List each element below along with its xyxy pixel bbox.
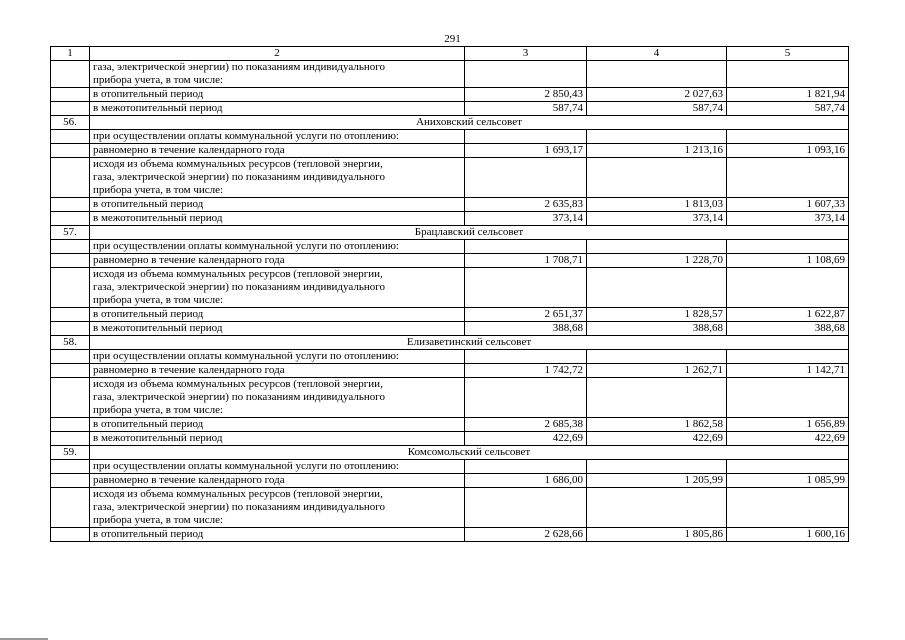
row-number bbox=[51, 144, 90, 158]
description-line: исходя из объема коммунальных ресурсов (тепловой энергии, bbox=[93, 488, 383, 500]
description-line: исходя из объема коммунальных ресурсов (тепловой энергии, bbox=[93, 378, 383, 390]
header-cell-3: 3 bbox=[465, 47, 587, 61]
value-col-4 bbox=[587, 378, 727, 418]
row-description bbox=[90, 268, 465, 308]
header-row bbox=[51, 47, 849, 61]
value-col-3 bbox=[465, 350, 587, 364]
value-col-5 bbox=[727, 460, 849, 474]
row-number bbox=[51, 198, 90, 212]
value-row bbox=[51, 364, 849, 378]
description-line: равномерно в течение календарного года bbox=[93, 474, 285, 486]
value-col-5 bbox=[727, 268, 849, 308]
value-col-3: 2 651,37 bbox=[465, 308, 587, 322]
text-row bbox=[51, 460, 849, 474]
value-col-5: 1 600,16 bbox=[727, 528, 849, 542]
value-col-3: 422,69 bbox=[465, 432, 587, 446]
value-col-4: 1 828,57 bbox=[587, 308, 727, 322]
row-description bbox=[90, 198, 465, 212]
tariff-table bbox=[50, 46, 849, 542]
description-line: в межотопительный период bbox=[93, 102, 223, 114]
value-col-5: 1 142,71 bbox=[727, 364, 849, 378]
section-title: Комсомольский сельсовет bbox=[90, 446, 849, 460]
value-col-4: 587,74 bbox=[587, 102, 727, 116]
value-col-4: 1 862,58 bbox=[587, 418, 727, 432]
value-col-5 bbox=[727, 61, 849, 88]
description-line: прибора учета, в том числе: bbox=[93, 294, 224, 306]
value-col-3: 2 635,83 bbox=[465, 198, 587, 212]
description-line: в межотопительный период bbox=[93, 212, 223, 224]
value-col-4 bbox=[587, 350, 727, 364]
value-col-3 bbox=[465, 488, 587, 528]
value-col-5 bbox=[727, 350, 849, 364]
row-number: 57. bbox=[51, 226, 90, 240]
value-col-3: 2 685,38 bbox=[465, 418, 587, 432]
value-row bbox=[51, 432, 849, 446]
text-row bbox=[51, 61, 849, 88]
row-description bbox=[90, 61, 465, 88]
description-line: при осуществлении оплаты коммунальной услуги по отоплению: bbox=[93, 240, 399, 252]
value-col-5: 1 622,87 bbox=[727, 308, 849, 322]
row-number bbox=[51, 88, 90, 102]
description-line: газа, электрической энергии) по показаниям индивидуального bbox=[93, 391, 385, 403]
description-line: равномерно в течение календарного года bbox=[93, 364, 285, 376]
description-line: прибора учета, в том числе: bbox=[93, 184, 224, 196]
row-description bbox=[90, 240, 465, 254]
row-description bbox=[90, 460, 465, 474]
description-line: в отопительный период bbox=[93, 88, 204, 100]
row-number bbox=[51, 432, 90, 446]
section-title: Елизаветинский сельсовет bbox=[90, 336, 849, 350]
value-col-4: 1 262,71 bbox=[587, 364, 727, 378]
value-col-4: 388,68 bbox=[587, 322, 727, 336]
row-number bbox=[51, 308, 90, 322]
value-col-5: 1 093,16 bbox=[727, 144, 849, 158]
text-row bbox=[51, 158, 849, 198]
row-description bbox=[90, 364, 465, 378]
row-number: 56. bbox=[51, 116, 90, 130]
row-description bbox=[90, 378, 465, 418]
row-number bbox=[51, 350, 90, 364]
row-description bbox=[90, 212, 465, 226]
value-col-3 bbox=[465, 158, 587, 198]
row-number bbox=[51, 378, 90, 418]
value-col-3: 373,14 bbox=[465, 212, 587, 226]
description-line: газа, электрической энергии) по показаниям индивидуального bbox=[93, 61, 385, 73]
row-description bbox=[90, 432, 465, 446]
text-row bbox=[51, 378, 849, 418]
header-cell-5: 5 bbox=[727, 47, 849, 61]
row-number bbox=[51, 254, 90, 268]
description-line: в отопительный период bbox=[93, 418, 204, 430]
section-row bbox=[51, 116, 849, 130]
description-line: равномерно в течение календарного года bbox=[93, 144, 285, 156]
description-line: исходя из объема коммунальных ресурсов (тепловой энергии, bbox=[93, 158, 383, 170]
row-number bbox=[51, 130, 90, 144]
description-line: прибора учета, в том числе: bbox=[93, 74, 224, 86]
value-col-3 bbox=[465, 378, 587, 418]
row-description bbox=[90, 488, 465, 528]
value-col-4 bbox=[587, 61, 727, 88]
value-row bbox=[51, 474, 849, 488]
value-row bbox=[51, 198, 849, 212]
value-col-5: 1 607,33 bbox=[727, 198, 849, 212]
description-line: в отопительный период bbox=[93, 198, 204, 210]
text-row bbox=[51, 488, 849, 528]
row-number bbox=[51, 212, 90, 226]
value-col-4: 373,14 bbox=[587, 212, 727, 226]
value-col-5 bbox=[727, 158, 849, 198]
value-col-3: 1 686,00 bbox=[465, 474, 587, 488]
value-col-3: 2 850,43 bbox=[465, 88, 587, 102]
value-col-4: 1 813,03 bbox=[587, 198, 727, 212]
row-description bbox=[90, 88, 465, 102]
value-col-4 bbox=[587, 130, 727, 144]
description-line: газа, электрической энергии) по показаниям индивидуального bbox=[93, 171, 385, 183]
description-line: в отопительный период bbox=[93, 308, 204, 320]
value-col-5: 1 108,69 bbox=[727, 254, 849, 268]
value-col-3: 1 708,71 bbox=[465, 254, 587, 268]
row-number bbox=[51, 488, 90, 528]
value-col-4: 422,69 bbox=[587, 432, 727, 446]
description-line: равномерно в течение календарного года bbox=[93, 254, 285, 266]
value-col-4 bbox=[587, 240, 727, 254]
value-col-4: 1 213,16 bbox=[587, 144, 727, 158]
value-col-3: 388,68 bbox=[465, 322, 587, 336]
value-col-5 bbox=[727, 378, 849, 418]
value-col-4: 1 228,70 bbox=[587, 254, 727, 268]
value-col-3: 1 693,17 bbox=[465, 144, 587, 158]
description-line: прибора учета, в том числе: bbox=[93, 514, 224, 526]
row-description bbox=[90, 350, 465, 364]
row-description bbox=[90, 322, 465, 336]
description-line: газа, электрической энергии) по показаниям индивидуального bbox=[93, 281, 385, 293]
description-line: в отопительный период bbox=[93, 528, 204, 540]
section-row bbox=[51, 446, 849, 460]
text-row bbox=[51, 130, 849, 144]
row-number bbox=[51, 460, 90, 474]
row-description bbox=[90, 144, 465, 158]
value-row bbox=[51, 308, 849, 322]
row-number bbox=[51, 528, 90, 542]
description-line: при осуществлении оплаты коммунальной услуги по отоплению: bbox=[93, 130, 399, 142]
header-cell-1: 1 bbox=[51, 47, 90, 61]
value-row bbox=[51, 144, 849, 158]
value-row bbox=[51, 102, 849, 116]
row-number bbox=[51, 61, 90, 88]
value-col-3 bbox=[465, 130, 587, 144]
value-col-4: 2 027,63 bbox=[587, 88, 727, 102]
header-cell-2: 2 bbox=[90, 47, 465, 61]
value-col-5 bbox=[727, 130, 849, 144]
value-col-3: 587,74 bbox=[465, 102, 587, 116]
row-description bbox=[90, 418, 465, 432]
value-col-3: 1 742,72 bbox=[465, 364, 587, 378]
value-col-5 bbox=[727, 488, 849, 528]
description-line: в межотопительный период bbox=[93, 322, 223, 334]
value-col-5: 1 656,89 bbox=[727, 418, 849, 432]
text-row bbox=[51, 240, 849, 254]
text-row bbox=[51, 350, 849, 364]
row-description bbox=[90, 130, 465, 144]
value-col-5: 1 821,94 bbox=[727, 88, 849, 102]
section-title: Брацлавский сельсовет bbox=[90, 226, 849, 240]
value-row bbox=[51, 528, 849, 542]
text-row bbox=[51, 268, 849, 308]
value-col-3 bbox=[465, 240, 587, 254]
description-line: газа, электрической энергии) по показаниям индивидуального bbox=[93, 501, 385, 513]
value-col-4 bbox=[587, 268, 727, 308]
description-line: при осуществлении оплаты коммунальной услуги по отоплению: bbox=[93, 460, 399, 472]
value-col-4 bbox=[587, 488, 727, 528]
row-number bbox=[51, 322, 90, 336]
value-col-4 bbox=[587, 460, 727, 474]
row-description bbox=[90, 474, 465, 488]
value-col-3 bbox=[465, 460, 587, 474]
value-col-5: 373,14 bbox=[727, 212, 849, 226]
description-line: в межотопительный период bbox=[93, 432, 223, 444]
value-col-3 bbox=[465, 61, 587, 88]
value-row bbox=[51, 254, 849, 268]
row-description bbox=[90, 308, 465, 322]
value-row bbox=[51, 88, 849, 102]
description-line: прибора учета, в том числе: bbox=[93, 404, 224, 416]
row-number: 58. bbox=[51, 336, 90, 350]
row-number bbox=[51, 102, 90, 116]
row-number bbox=[51, 240, 90, 254]
value-row bbox=[51, 212, 849, 226]
row-description bbox=[90, 158, 465, 198]
section-title: Аниховский сельсовет bbox=[90, 116, 849, 130]
value-col-3: 2 628,66 bbox=[465, 528, 587, 542]
row-description bbox=[90, 102, 465, 116]
value-col-3 bbox=[465, 268, 587, 308]
value-col-4: 1 205,99 bbox=[587, 474, 727, 488]
description-line: при осуществлении оплаты коммунальной услуги по отоплению: bbox=[93, 350, 399, 362]
value-col-5: 1 085,99 bbox=[727, 474, 849, 488]
header-cell-4: 4 bbox=[587, 47, 727, 61]
value-col-5: 388,68 bbox=[727, 322, 849, 336]
value-row bbox=[51, 322, 849, 336]
row-number bbox=[51, 364, 90, 378]
row-number: 59. bbox=[51, 446, 90, 460]
value-col-5: 587,74 bbox=[727, 102, 849, 116]
value-col-4 bbox=[587, 158, 727, 198]
description-line: исходя из объема коммунальных ресурсов (тепловой энергии, bbox=[93, 268, 383, 280]
page-number: 291 bbox=[444, 33, 461, 45]
row-number bbox=[51, 158, 90, 198]
value-col-5 bbox=[727, 240, 849, 254]
value-col-5: 422,69 bbox=[727, 432, 849, 446]
section-row bbox=[51, 226, 849, 240]
row-number bbox=[51, 474, 90, 488]
row-description bbox=[90, 528, 465, 542]
row-number bbox=[51, 418, 90, 432]
row-number bbox=[51, 268, 90, 308]
row-description bbox=[90, 254, 465, 268]
value-col-4: 1 805,86 bbox=[587, 528, 727, 542]
value-row bbox=[51, 418, 849, 432]
section-row bbox=[51, 336, 849, 350]
